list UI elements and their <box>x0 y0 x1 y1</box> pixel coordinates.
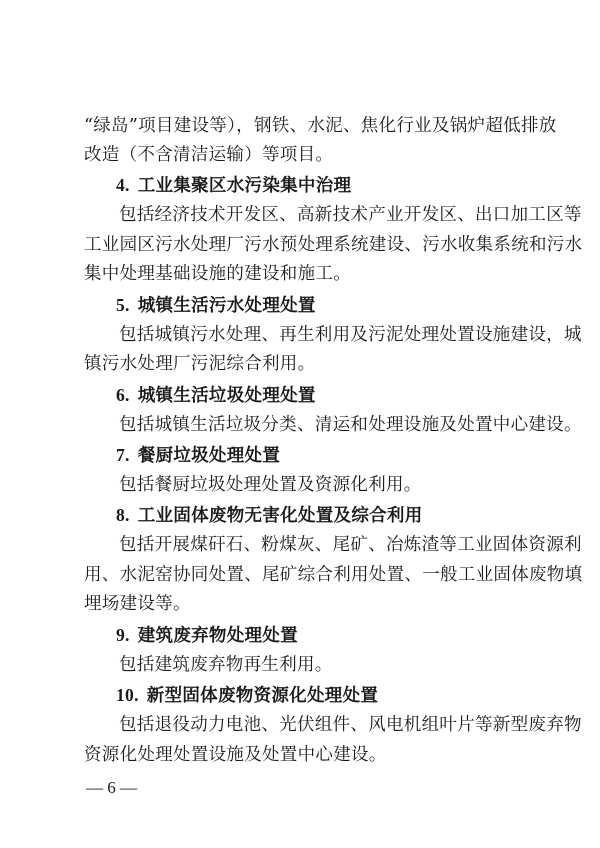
section-heading-10 <box>116 683 378 708</box>
section-8-line-2: 用、水泥窑协同处置、尾矿综合利用处置、一般工业固体废物填 <box>84 565 583 585</box>
section-title: 工业集聚区水污染集中治理 <box>137 176 352 196</box>
section-number: 9. <box>116 625 130 645</box>
section-10-line-1: 包括退役动力电池、光伏组件、风电机组叶片等新型废弃物 <box>119 715 582 735</box>
section-heading-6 <box>116 383 316 408</box>
section-4-line-1: 包括经济技术开发区、高新技术产业开发区、出口加工区等 <box>119 205 582 225</box>
section-10-line-2: 资源化处理处置设施及处置中心建设。 <box>84 745 387 765</box>
intro-line-2: 改造（不含清洁运输）等项目。 <box>84 145 334 165</box>
section-title: 餐厨垃圾处理处置 <box>137 446 281 466</box>
section-4-line-2: 工业园区污水处理厂污水预处理系统建设、污水收集系统和污水 <box>84 235 583 255</box>
section-number: 7. <box>116 445 130 465</box>
section-number: 4. <box>116 175 130 195</box>
section-9-line-1: 包括建筑废弃物再生利用。 <box>119 655 333 675</box>
section-number: 8. <box>116 505 130 525</box>
page-number: — 6 — <box>86 778 137 797</box>
section-8-line-1: 包括开展煤矸石、粉煤灰、尾矿、冶炼渣等工业固体资源利 <box>119 535 582 555</box>
section-8-line-3: 埋场建设等。 <box>84 594 191 614</box>
section-heading-4 <box>116 173 351 198</box>
section-title: 城镇生活污水处理处置 <box>137 296 316 316</box>
section-6-line-1: 包括城镇生活垃圾分类、清运和处理设施及处置中心建设。 <box>119 415 582 435</box>
section-heading-5 <box>116 293 316 318</box>
section-5-line-1: 包括城镇污水处理、再生利用及污泥处理处置设施建设，城 <box>119 325 582 345</box>
section-heading-9 <box>116 623 298 648</box>
section-number: 5. <box>116 295 130 315</box>
section-heading-8 <box>116 503 423 528</box>
section-4-line-3: 集中处理基础设施的建设和施工。 <box>84 264 351 284</box>
section-5-line-2: 镇污水处理厂污泥综合利用。 <box>84 354 316 374</box>
section-7-line-1: 包括餐厨垃圾处理处置及资源化利用。 <box>119 475 422 495</box>
intro-line-1: “绿岛”项目建设等），钢铁、水泥、焦化行业及锅炉超低排放 <box>84 116 557 136</box>
section-title: 新型固体废物资源化处理处置 <box>146 686 379 706</box>
section-title: 城镇生活垃圾处理处置 <box>137 386 316 406</box>
section-heading-7 <box>116 443 280 468</box>
section-number: 6. <box>116 385 130 405</box>
section-number: 10. <box>116 685 139 705</box>
section-title: 建筑废弃物处理处置 <box>137 626 298 646</box>
section-title: 工业固体废物无害化处置及综合利用 <box>137 506 423 526</box>
